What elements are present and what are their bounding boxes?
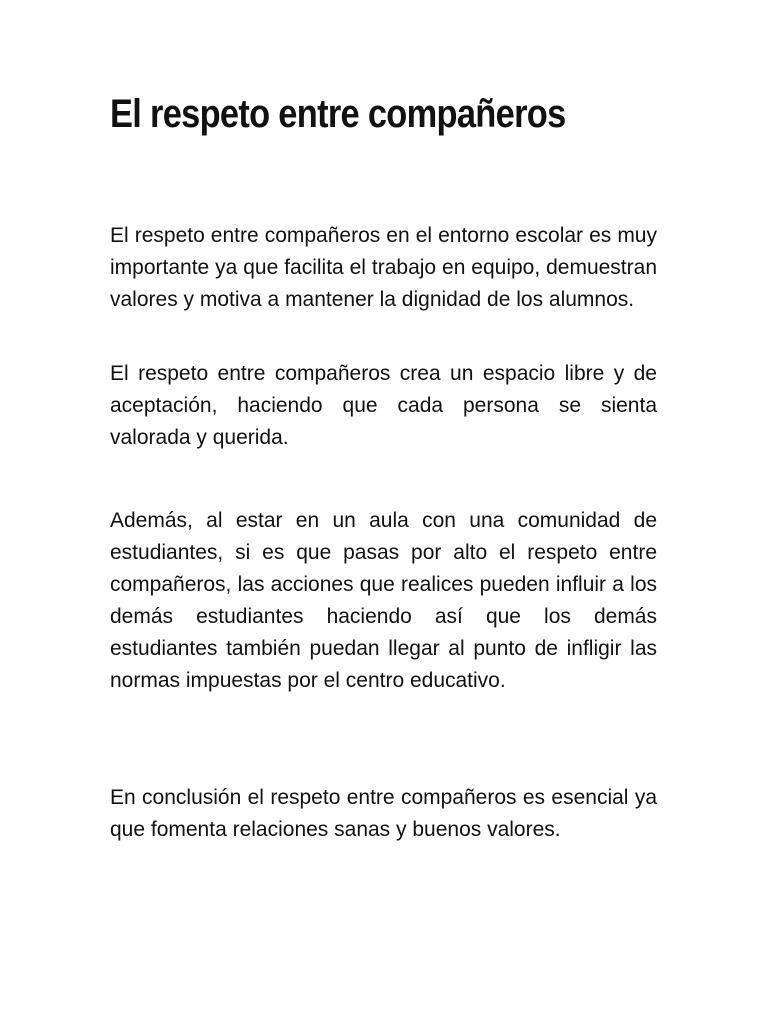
paragraph-importance: El respeto entre compañeros en el entorno escolar es muy importante ya que facilita el trabajo en equipo, demuestran valores y motiva a mantener la dignidad de los alumnos. bbox=[110, 224, 657, 311]
paragraph-influence: Además, al estar en un aula con una comunidad de estudiantes, si es que pasas por alto el respeto entre compañeros, las acciones que realices pueden influir a los demás estudiantes haciendo así que los demás estudiantes también puedan llegar al punto de infligir las normas impuestas por el centro educativo. bbox=[110, 509, 657, 692]
document-title: El respeto entre compañeros bbox=[110, 92, 566, 136]
paragraph-acceptance: El respeto entre compañeros crea un espacio libre y de aceptación, haciendo que cada persona se sienta valorada y querida. bbox=[110, 362, 657, 449]
paragraph-conclusion: En conclusión el respeto entre compañeros es esencial ya que fomenta relaciones sanas y buenos valores. bbox=[110, 786, 657, 841]
